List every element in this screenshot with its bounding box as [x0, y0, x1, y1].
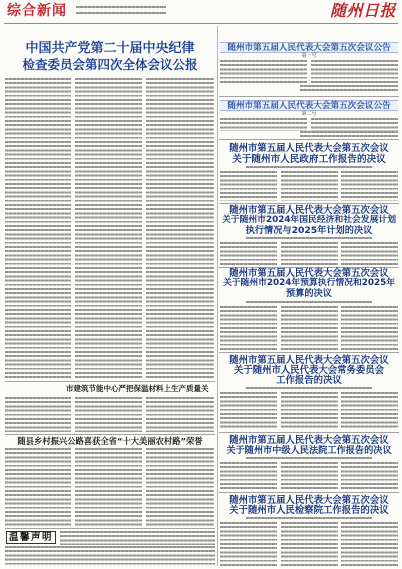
road-story-body-column-3 [146, 448, 214, 526]
resolution-3-title-line-1: 随州市第五届人民代表大会第五次会议 [229, 268, 389, 279]
lead-headline-line-1: 中国共产党第二十届中央纪律 [25, 41, 195, 56]
edition-info-text [76, 6, 166, 15]
announcement-1-body-column-2 [311, 60, 398, 83]
energy-story-body-column-3 [146, 397, 214, 432]
notice-body [60, 531, 215, 545]
resolution-2-body-column-2 [281, 242, 338, 265]
resolution-6-title-line-1: 随州市第五届人民代表大会第五次会议 [229, 494, 389, 506]
resolution-1-body-column-3 [341, 171, 398, 201]
resolution-3-title-line-2: 关于随州市2024年预算执行情况和2025年 [222, 278, 396, 288]
section-separator [5, 434, 215, 435]
resolution-2-body-column-3 [341, 242, 398, 265]
resolution-6-subtitle [246, 517, 372, 519]
announcement-2-body-column-1 [220, 118, 307, 131]
resolution-1-body-column-2 [281, 171, 338, 201]
resolution-3-body-column-3 [341, 306, 398, 350]
resolution-2-body-column-1 [220, 242, 277, 265]
section-separator [5, 528, 215, 529]
resolution-2-title-line-2: 关于随州市2024年国民经济和社会发展计划 [221, 214, 397, 225]
resolution-4-body-column-3 [341, 392, 398, 430]
resolution-6-body-column-1 [220, 522, 277, 566]
resolution-5-title-line-2: 关于随州市中级人民法院工作报告的决议 [226, 444, 392, 456]
energy-story-body-column-1 [5, 397, 71, 432]
lead-headline-line-2: 检查委员会第四次全体会议公报 [22, 56, 198, 72]
announcement-1-number: 第一号 [301, 53, 317, 59]
resolution-3-body-column-2 [281, 306, 338, 350]
lead-body-column-1 [5, 78, 71, 379]
resolution-1-title-line-2: 关于随州市人民政府工作报告的决议 [232, 153, 386, 165]
section-separator [219, 492, 399, 493]
section-separator [219, 352, 399, 353]
column-divider [217, 26, 218, 566]
resolution-5-title-line-1: 随州市第五届人民代表大会第五次会议 [229, 434, 389, 446]
section-separator [219, 139, 399, 140]
announcement-2-signature [300, 131, 398, 137]
resolution-1-title-line-1: 随州市第五届人民代表大会第五次会议 [229, 143, 389, 154]
section-separator [5, 381, 215, 382]
announcement-2-title: 随州市第五届人民代表大会第五次会议公告 [220, 100, 398, 111]
lead-body-column-3 [146, 78, 214, 379]
notice-title: 温馨声明 [6, 531, 56, 544]
resolution-3-body-column-1 [220, 306, 277, 350]
energy-story-body-column-2 [75, 397, 142, 432]
road-story-body-column-2 [75, 448, 142, 526]
section-separator [219, 432, 399, 433]
announcement-1-title: 随州市第五届人民代表大会第五次会议公告 [220, 42, 398, 53]
section-separator [219, 203, 399, 204]
section-separator [219, 96, 399, 97]
resolution-1-body-column-1 [220, 171, 277, 201]
header-rule [4, 23, 398, 24]
resolution-6-title-line-2: 关于随州市人民检察院工作报告的决议 [229, 504, 389, 516]
resolution-3-subtitle [246, 301, 372, 303]
resolution-3-title-line-3: 预算的决议 [286, 288, 332, 299]
resolution-4-title-line-2: 关于随州市人民代表大会常务委员会 [233, 364, 384, 376]
resolution-2-title-line-1: 随州市第五届人民代表大会第五次会议 [229, 204, 389, 216]
resolution-4-title-line-3: 工作报告的决议 [276, 374, 342, 386]
resolution-4-title-line-1: 随州市第五届人民代表大会第五次会议 [229, 354, 389, 366]
resolution-5-body-column-3 [341, 462, 398, 490]
resolution-2-title-line-3: 执行情况与2025年计划的决议 [245, 224, 373, 236]
section-name: 综合新闻 [7, 3, 67, 19]
newspaper-logo: 随州日报 [330, 1, 397, 20]
road-story-headline: 随县乡村振兴公路喜获全省“十大美丽农村路”荣誉 [17, 435, 203, 446]
resolution-2-subtitle [246, 237, 372, 239]
resolution-5-subtitle [246, 457, 372, 459]
resolution-4-subtitle [246, 387, 372, 389]
announcement-1-signature [300, 85, 398, 92]
announcement-2-body-column-2 [311, 118, 398, 131]
resolution-6-body-column-2 [281, 522, 338, 566]
resolution-4-body-column-1 [220, 392, 277, 430]
resolution-5-body-column-1 [220, 462, 277, 490]
energy-story-headline: 市建筑节能中心严把保温材料上生产质量关 [66, 383, 209, 393]
resolution-4-body-column-2 [281, 392, 338, 430]
resolution-5-body-column-2 [281, 462, 338, 490]
resolution-1-subtitle [246, 166, 372, 168]
lead-body-column-2 [75, 78, 142, 379]
notice-body-continued [5, 546, 215, 566]
announcement-2-number: 第二号 [301, 111, 317, 117]
resolution-6-body-column-3 [341, 522, 398, 566]
announcement-1-body-column-1 [220, 60, 307, 83]
road-story-body-column-1 [5, 448, 71, 526]
